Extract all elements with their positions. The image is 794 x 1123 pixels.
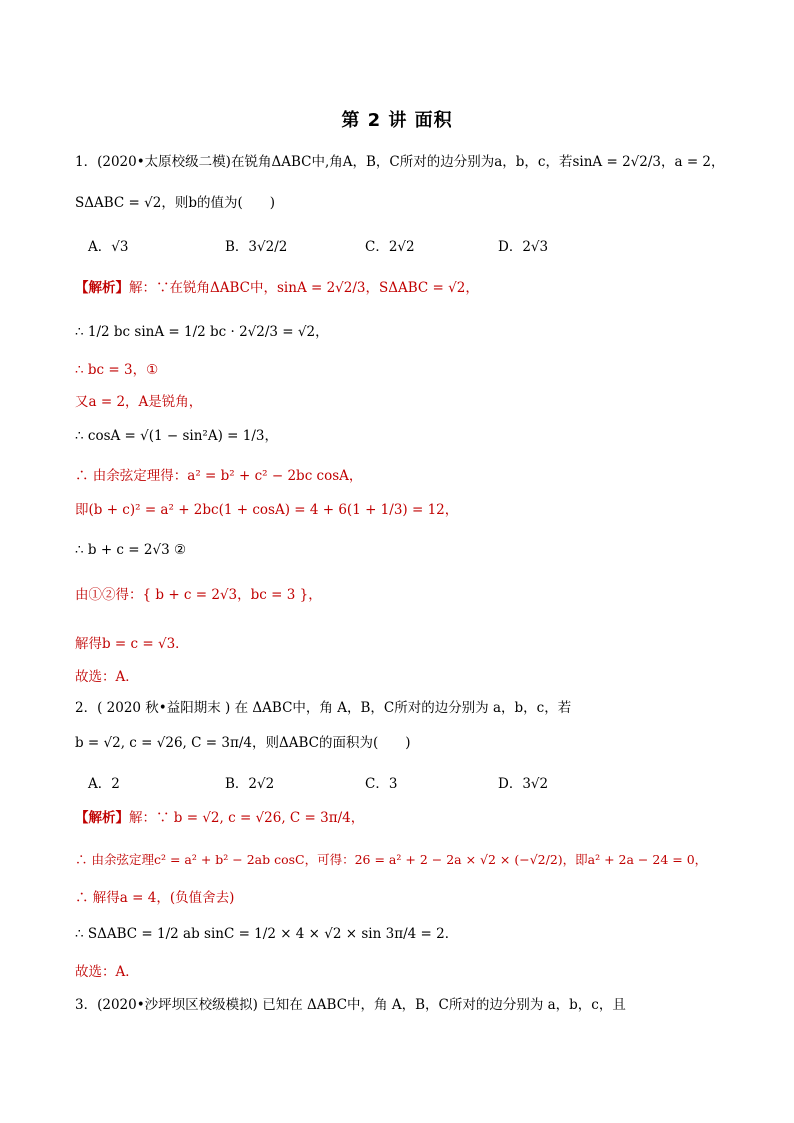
q1-solution-line-7: 即(b + c)² = a² + 2bc(1 + cosA) = 4 + 6(1 + 1/3) = 12， bbox=[75, 502, 459, 518]
q1-solution-line-2: ∴ 1/2 bc sinA = 1/2 bc · 2√2/3 = √2， bbox=[75, 324, 329, 340]
q2-solution-line-2: ∴ 由余弦定理c² = a² + b² − 2ab cosC，可得：26 = a² + 2 − 2a × √2 × (−√2/2)，即a² + 2a − 24 = 0， bbox=[75, 852, 708, 867]
q2-solution-line-3: ∴ 解得a = 4，(负值舍去) bbox=[75, 890, 235, 906]
q1-solution-line-8: ∴ b + c = 2√3 ② bbox=[75, 542, 187, 558]
q1-solution-text: 解：∵在锐角ΔABC中，sinA = 2√2/3，SΔABC = √2， bbox=[129, 280, 479, 296]
q1-solution-line-11: 故选：A． bbox=[75, 669, 139, 685]
page-title: 第 2 讲 面积 bbox=[341, 110, 453, 131]
q2-option-b: B．2√2 bbox=[225, 776, 275, 792]
q3-stem-line-1: 3．(2020•沙坪坝区校级模拟) 已知在 ΔABC中，角 A，B，C所对的边分别为 a，b，c，且 bbox=[75, 997, 626, 1013]
q2-option-a: A．2 bbox=[88, 776, 120, 792]
q1-option-c: C．2√2 bbox=[365, 239, 415, 255]
q2-solution-line-5: 故选：A． bbox=[75, 964, 139, 980]
q1-solution-line-5: ∴ cosA = √(1 − sin²A) = 1/3， bbox=[75, 428, 278, 444]
q1-option-d: D．2√3 bbox=[498, 239, 549, 255]
q1-solution-line-1 bbox=[75, 278, 720, 298]
q1-stem-line-2: SΔABC = √2，则b的值为( ) bbox=[75, 195, 276, 211]
q1-solution-line-4: 又a = 2，A是锐角， bbox=[75, 394, 203, 410]
q1-solution-line-10: 解得b = c = √3． bbox=[75, 636, 189, 652]
q2-solution-text: 解：∵ b = √2, c = √26, C = 3π/4， bbox=[129, 810, 365, 826]
q1-solution-line-3 bbox=[75, 360, 720, 380]
q1-option-a: A．√3 bbox=[88, 239, 129, 255]
q2-stem-line-2: b = √2, c = √26, C = 3π/4，则ΔABC的面积为( ) bbox=[75, 735, 411, 751]
q1-solution-line-9: 由①②得：{ b + c = 2√3，bc = 3 }， bbox=[75, 587, 322, 603]
q1-stem-line-1: 1．(2020•太原校级二模)在锐角ΔABC中,角A，B，C所对的边分别为a，b，c，若sinA = 2√2/3，a = 2， bbox=[75, 154, 725, 170]
q1-option-b: B．3√2/2 bbox=[225, 239, 288, 255]
q2-solution-line-1 bbox=[75, 808, 720, 828]
q2-option-c: C．3 bbox=[365, 776, 398, 792]
q1-solution-line-6: ∴ 由余弦定理得：a² = b² + c² − 2bc cosA， bbox=[75, 468, 363, 484]
q2-stem-line-1: 2．( 2020 秋•益阳期末 ) 在 ΔABC中，角 A，B，C所对的边分别为 a，b，c，若 bbox=[75, 700, 572, 716]
q2-solution-label: 【解析】 bbox=[75, 810, 129, 826]
q1-solution-bc: ∴ bc = 3，① bbox=[75, 362, 159, 378]
q2-option-d: D．3√2 bbox=[498, 776, 549, 792]
q2-solution-line-4: ∴ SΔABC = 1/2 ab sinC = 1/2 × 4 × √2 × sin 3π/4 = 2． bbox=[75, 926, 459, 942]
q1-solution-label: 【解析】 bbox=[75, 280, 129, 296]
